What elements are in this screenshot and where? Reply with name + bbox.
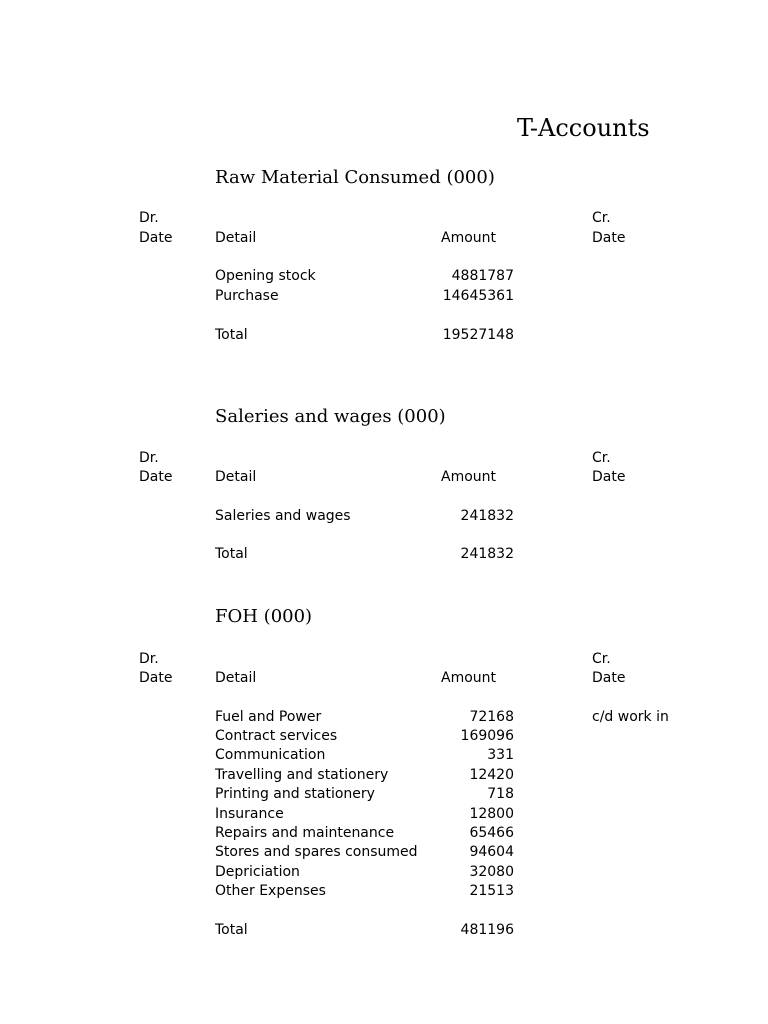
credit-entry-detail: c/d work in <box>592 709 669 725</box>
credit-label: Cr. <box>592 651 611 667</box>
entry-amount: 32080 <box>469 864 514 880</box>
entry-detail: Repairs and maintenance <box>215 825 395 841</box>
column-header-amount: Amount <box>441 469 497 485</box>
entry-detail: Printing and stationery <box>215 786 375 802</box>
entry-detail: Contract services <box>215 728 338 744</box>
column-header-detail: Detail <box>215 230 257 246</box>
debit-label: Dr. <box>139 651 159 667</box>
entry-amount: 12800 <box>469 806 514 822</box>
entry-detail: Purchase <box>215 288 279 304</box>
entry-detail: Insurance <box>215 806 284 822</box>
entry-amount: 94604 <box>469 844 514 860</box>
entry-amount: 72168 <box>469 709 514 725</box>
debit-label: Dr. <box>139 450 159 466</box>
entry-detail: Stores and spares consumed <box>215 844 418 860</box>
entry-detail: Fuel and Power <box>215 709 322 725</box>
entry-detail: Communication <box>215 747 326 763</box>
column-header-credit-date: Date <box>592 670 626 686</box>
column-header-credit-date: Date <box>592 230 626 246</box>
column-header-date: Date <box>139 469 173 485</box>
account-heading: FOH (000) <box>215 606 313 627</box>
credit-label: Cr. <box>592 450 611 466</box>
total-amount: 19527148 <box>442 327 514 343</box>
entry-detail: Saleries and wages <box>215 508 351 524</box>
total-amount: 241832 <box>460 546 514 562</box>
entry-amount: 718 <box>487 786 514 802</box>
debit-label: Dr. <box>139 210 159 226</box>
column-header-amount: Amount <box>441 230 497 246</box>
column-header-date: Date <box>139 670 173 686</box>
column-header-credit-date: Date <box>592 469 626 485</box>
entry-detail: Travelling and stationery <box>215 767 389 783</box>
total-label: Total <box>215 546 248 562</box>
column-header-detail: Detail <box>215 469 257 485</box>
column-header-detail: Detail <box>215 670 257 686</box>
entry-amount: 21513 <box>469 883 514 899</box>
entry-amount: 12420 <box>469 767 514 783</box>
entry-detail: Depriciation <box>215 864 300 880</box>
entry-amount: 169096 <box>460 728 514 744</box>
total-label: Total <box>215 327 248 343</box>
document-title: T-Accounts <box>517 114 650 142</box>
column-header-date: Date <box>139 230 173 246</box>
credit-label: Cr. <box>592 210 611 226</box>
entry-detail: Opening stock <box>215 268 316 284</box>
entry-amount: 65466 <box>469 825 514 841</box>
account-heading: Raw Material Consumed (000) <box>215 167 495 188</box>
entry-amount: 241832 <box>460 508 514 524</box>
total-amount: 481196 <box>460 922 514 938</box>
column-header-amount: Amount <box>441 670 497 686</box>
entry-amount: 4881787 <box>451 268 514 284</box>
account-heading: Saleries and wages (000) <box>215 406 446 427</box>
total-label: Total <box>215 922 248 938</box>
entry-detail: Other Expenses <box>215 883 326 899</box>
entry-amount: 331 <box>487 747 514 763</box>
entry-amount: 14645361 <box>442 288 514 304</box>
